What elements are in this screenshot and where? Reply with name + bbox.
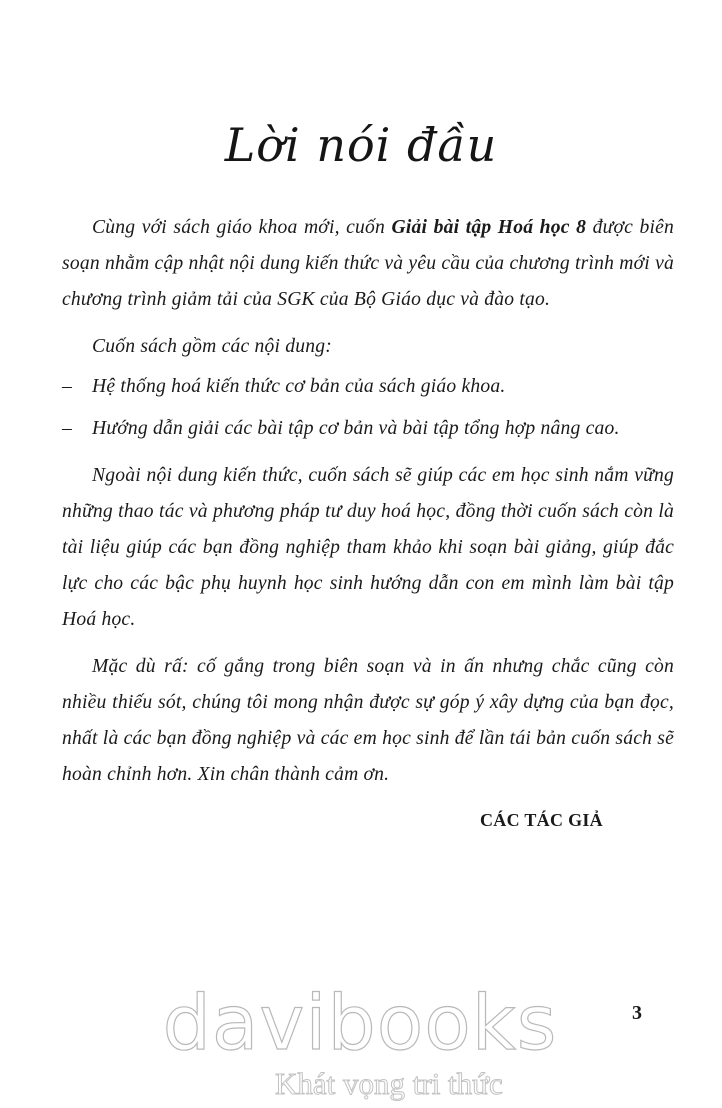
intro-text-before: Cùng với sách giáo khoa mới, cuốn bbox=[92, 217, 392, 238]
dash-bullet: – bbox=[62, 418, 72, 439]
dash-bullet: – bbox=[62, 376, 72, 397]
list-item-text: Hướng dẫn giải các bài tập cơ bản và bài tập tổng hợp nâng cao. bbox=[92, 418, 620, 439]
watermark-brand: davibooks bbox=[162, 978, 558, 1067]
page-title: Lời nói đầu bbox=[224, 118, 498, 172]
purpose-paragraph: Ngoài nội dung kiến thức, cuốn sách sẽ giúp các em học sinh nắm vững những thao tác và phương pháp tư duy hoá học, đồng thời cuốn sách còn là tài liệu giúp các bạn đồng nghiệp tham khảo khi soạn bài giảng, giúp đắc lực cho các bậc phụ huynh học sinh hướng dẫn con em mình làm bài tập Hoá học. bbox=[62, 465, 674, 630]
authors-signature: CÁC TÁC GIẢ bbox=[480, 810, 603, 830]
thanks-paragraph: Mặc dù rấ: cố gắng trong biên soạn và in ấn nhưng chắc cũng còn nhiều thiếu sót, chúng tôi mong nhận được sự góp ý xây dựng của bạn đọc, nhất là các bạn đồng nghiệp và các em học sinh để lần tái bản cuốn sách sẽ hoàn chỉnh hơn. Xin chân thành cảm ơn. bbox=[62, 656, 674, 785]
page-number: 3 bbox=[632, 1002, 642, 1024]
list-item-text: Hệ thống hoá kiến thức cơ bản của sách giáo khoa. bbox=[92, 376, 506, 397]
watermark-slogan: Khát vọng tri thức bbox=[275, 1066, 503, 1101]
contents-intro: Cuốn sách gồm các nội dung: bbox=[92, 336, 332, 357]
book-title-inline: Giải bài tập Hoá học 8 bbox=[391, 217, 587, 238]
list-item bbox=[62, 411, 674, 447]
watermark bbox=[160, 978, 560, 1101]
list-item bbox=[62, 369, 674, 405]
preface-body bbox=[62, 210, 674, 793]
intro-paragraph bbox=[62, 210, 674, 318]
intro-text-after: được biên soạn nhằm cập nhật nội dung kiến thức và yêu cầu của chương trình mới và chương trình giảm tải của SGK của Bộ Giáo dục và đào tạo. bbox=[62, 217, 675, 310]
